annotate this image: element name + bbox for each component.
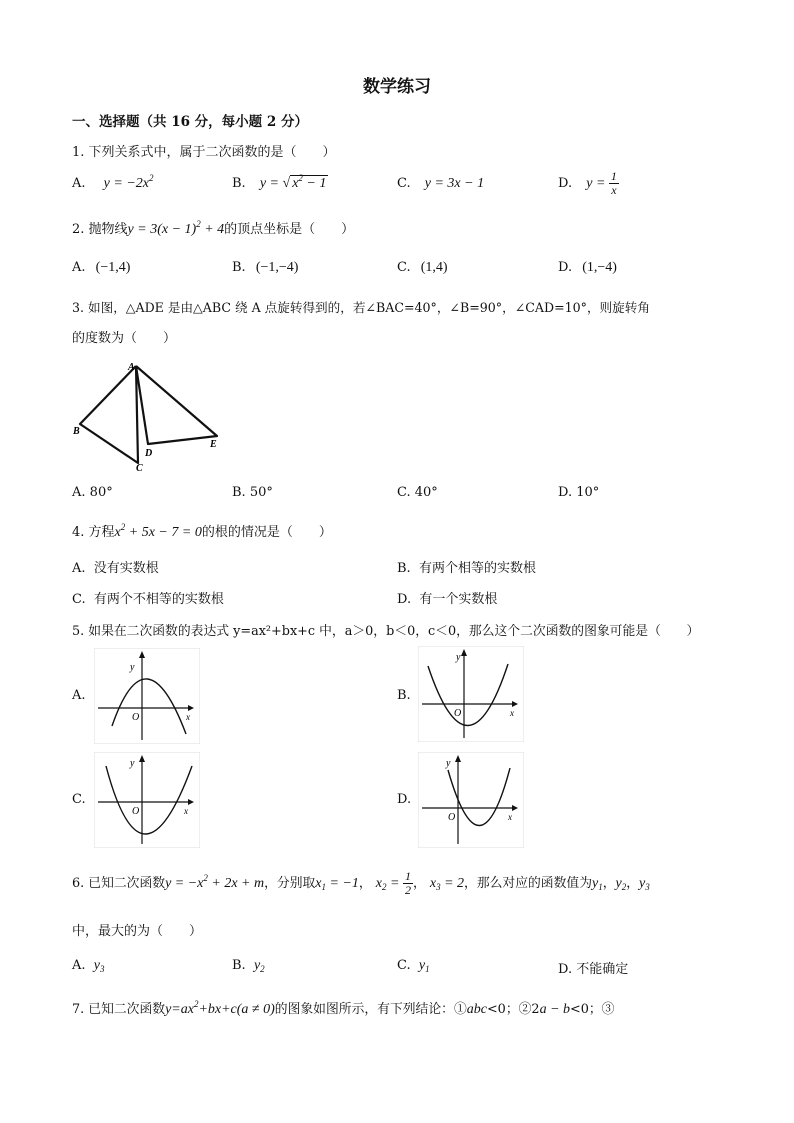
question-4-stem: 4. 方程$x^2 + 5x - 7 = 0$的根的情况是（ ） — [72, 522, 332, 540]
q5-option-b-label: B. — [397, 688, 411, 703]
q6-option-a: A. $y_3$ — [72, 958, 105, 974]
question-3-line2: 的度数为（ ） — [72, 331, 177, 346]
q5-option-c-graph — [94, 752, 200, 848]
q6-function: $y = -x^2 + 2x + m$ — [165, 873, 265, 891]
q1-option-c — [397, 176, 484, 192]
q3-option-a: A. 80° — [72, 485, 113, 500]
q3-option-c: C. 40° — [397, 485, 438, 500]
vertex-label-d: D — [145, 448, 153, 459]
q1-option-b — [232, 173, 328, 192]
q3-option-d: D. 10° — [558, 485, 600, 500]
svg-text:O: O — [132, 712, 140, 723]
svg-text:O: O — [454, 708, 462, 719]
q2-formula: $y = 3(x - 1)^2 + 4$ — [127, 219, 225, 237]
q2-option-a: A. (−1,4) — [72, 260, 131, 275]
svg-text:x: x — [510, 708, 514, 718]
q5-option-d-label: D. — [397, 792, 412, 807]
q3-rotation-figure — [72, 360, 232, 475]
svg-text:x: x — [184, 806, 188, 816]
svg-text:y: y — [130, 758, 135, 769]
question-6-line1: 6. 已知二次函数$y = -x^2 + 2x + m$，分别取$x_1 = -1$， $x_2$ = $\frac{1}{2}$ ， $x_3 = 2$，那么对应的函数值为$y_1$，$y_2$，$y_3$ — [72, 869, 650, 897]
option-label: C. — [397, 176, 411, 191]
option-label: D. — [558, 176, 573, 191]
svg-text:x: x — [508, 812, 512, 822]
q2-option-b: B. (−1,−4) — [232, 260, 299, 275]
svg-text:y: y — [130, 662, 135, 673]
q5-option-a-label: A. — [72, 688, 86, 703]
q1-option-a-formula: $y = -2x^2$ — [103, 173, 154, 191]
q4-option-c: C. 有两个不相等的实数根 — [72, 592, 224, 607]
q5-option-c-label: C. — [72, 792, 86, 807]
svg-text:O: O — [132, 806, 140, 817]
q7-formula: $y=ax^2+bx+c(a \ne 0)$ — [165, 999, 275, 1017]
question-1-stem: 1. 下列关系式中，属于二次函数的是（ ） — [72, 145, 336, 160]
svg-text:x: x — [186, 712, 190, 722]
fraction: $\frac{1}{x}$ — [610, 169, 617, 197]
q1-option-a — [72, 173, 154, 192]
svg-text:y: y — [456, 652, 461, 663]
section-heading: 一、选择题（共 16 分，每小题 2 分） — [72, 114, 308, 130]
vertex-label-c: C — [136, 463, 143, 474]
page-title: 数学练习 — [363, 77, 431, 97]
q6-option-c: C. $y_1$ — [397, 958, 430, 974]
vertex-label-a: A — [128, 362, 135, 373]
q4-option-b: B. 有两个相等的实数根 — [397, 561, 536, 576]
q4-formula: $x^2 + 5x - 7 = 0$ — [114, 522, 202, 540]
q2-option-c: C. (1,4) — [397, 260, 448, 275]
question-6-line2: 中，最大的为（ ） — [72, 924, 203, 939]
q1-option-d-formula: y = — [586, 176, 609, 191]
question-7-stem: 7. 已知二次函数$y=ax^2+bx+c(a \ne 0)$的图象如图所示，有下列结论：①abc<0；②2a − b<0；③ — [72, 999, 615, 1017]
q3-option-b: B. 50° — [232, 485, 273, 500]
q1-option-b-formula: y = √ $x^2 - 1$ — [259, 173, 327, 191]
q4-option-d: D. 有一个实数根 — [397, 592, 498, 607]
q6-option-d: D. 不能确定 — [558, 962, 629, 977]
vertex-label-b: B — [73, 426, 80, 437]
q1-option-c-formula: y = 3x − 1 — [424, 176, 485, 191]
q5-option-b-graph — [418, 646, 524, 742]
option-label: B. — [232, 176, 246, 191]
q6-option-b: B. $y_2$ — [232, 958, 265, 974]
vertex-label-e: E — [210, 439, 217, 450]
q1-option-d — [558, 170, 619, 197]
question-5-stem: 5. 如果在二次函数的表达式 y=ax²+bx+c 中，a＞0，b＜0，c＜0，那么这个二次函数的图象可能是（ ） — [72, 624, 700, 639]
fraction: $\frac{1}{2}$ — [404, 869, 411, 897]
question-2-stem: 2. 抛物线$y = 3(x - 1)^2 + 4$的顶点坐标是（ ） — [72, 219, 355, 237]
question-3-line1: 3. 如图，△ADE 是由△ABC 绕 A 点旋转得到的，若∠BAC=40°，∠B=90°，∠CAD=10°，则旋转角 — [72, 300, 650, 315]
q5-option-d-graph — [418, 752, 524, 848]
option-label: A. — [72, 176, 86, 191]
q2-option-d: D. (1,−4) — [558, 260, 617, 275]
q5-option-a-graph — [94, 648, 200, 744]
q4-option-a: A. 没有实数根 — [72, 561, 159, 576]
svg-text:O: O — [448, 812, 456, 823]
svg-text:y: y — [446, 758, 451, 769]
